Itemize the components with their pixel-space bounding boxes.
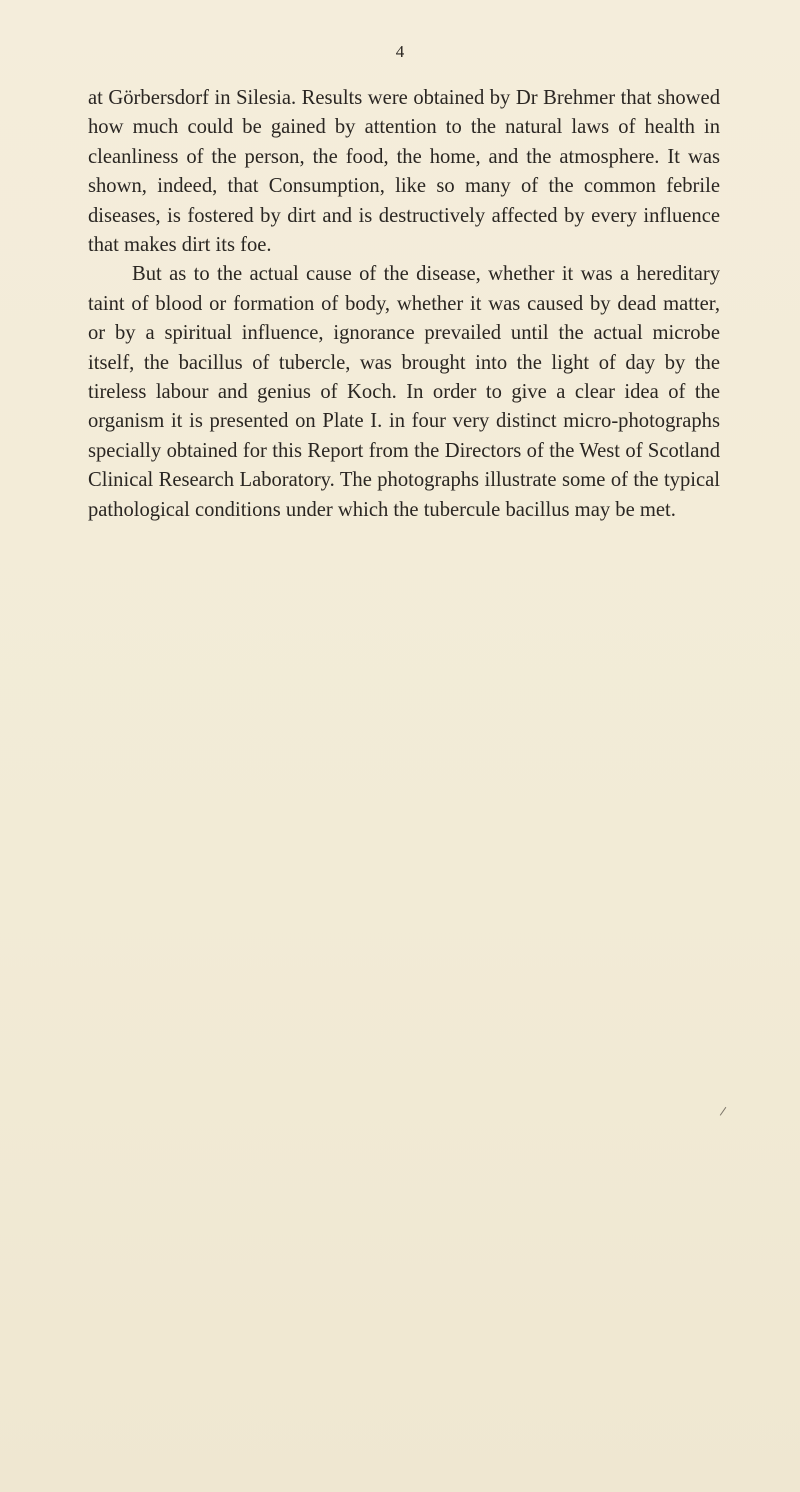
page-number: 4 <box>395 42 405 61</box>
body-text <box>88 84 720 525</box>
paragraph-1: at Görbersdorf in Silesia. Results were obtained by Dr Brehmer that showed how much could be gained by attention to the natural laws of health in cleanliness of the person, the food, the home, and the atmosphere. It was shown, indeed, that Consumption, like so many of the common febrile diseases, is fostered by dirt and is destructively affected by every influence that makes dirt its foe. <box>88 87 720 257</box>
paragraph-2: But as to the actual cause of the disease, whether it was a hereditary taint of blood or formation of body, whether it was caused by dead matter, or by a spiritual influence, ignorance prevailed until the actual microbe itself, the bacillus of tubercle, was brought into the light of day by the tireless labour and genius of Koch. In order to give a clear idea of the organism it is presented on Plate I. in four very distinct micro-photographs specially obtained for this Report from the Directors of the West of Scotland Clinical Research Laboratory. The photographs illustrate some of the typical pathological conditions under which the tubercule bacillus may be met. <box>88 263 720 521</box>
ink-mark-icon <box>720 1107 731 1119</box>
